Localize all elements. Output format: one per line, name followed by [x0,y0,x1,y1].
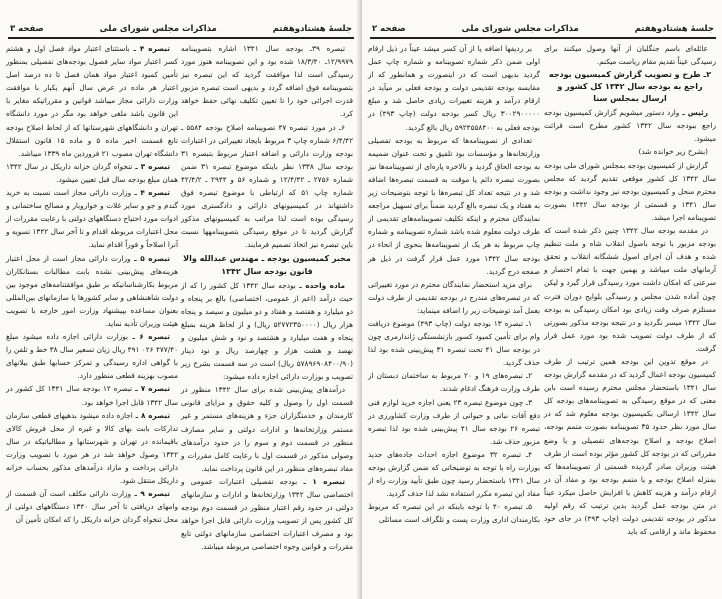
paragraph-text: گزارش از کمیسیون بودجه بمجلس شورای ملی بودجه سال ۱۳۴۲ کل کشور موقعی تقدیم گردید که مجلس محترم منحل و کمیسیون بودجه نیز وجود نداشت و بودجه سال ۱۳۴۱ و قسمتی از بودجه سال ۱۳۴۲ بصورت تصویبنامه اجرا میشد. [544,160,716,222]
paragraph [368,278,540,317]
paragraph [368,396,540,448]
paragraph-text: تبصره ۳۹ـ بودجه سال ۱۳۴۱ اشاره بتصویبنامه ۱۲/۹۹۷۹ـ ۱۸/۳/۴۰ شده بود و این تصویبنامه هنوز مورد رسیدگی است لذا موافقت گردید که این تبصره نیز بتصویبنامه فوق اضافه گردد و بدیهی است تبصره مزبور قدرت اجرائی خود را تا تعیین تکلیف نهائی حفظ خواهد کرد. [181,44,353,119]
paragraph [6,487,178,526]
paragraph [181,383,353,475]
paragraph [181,42,353,121]
paragraph [181,475,353,554]
paragraph-text: بوزارت دارائی اجازه داده میشود مبلغ ۴۷۷/۴۰ ۰۲۶ ۴۹۱ ریال زیان تسعیر سال ۳۸ خط و تلفن را با گواهی اداره رسیدگی و تمرکز حسابها طبق بیلانهای مصوب بهزینه قطعی منظور دارد. [6,332,178,381]
paragraph [6,252,178,331]
paragraph-text: تعدادی از تصویبنامه‌ها که مربوط به بودجه تفصیلی وزارتخانه‌ها و مؤسسات بود تلفیق و تحت عنوان ضمیمه به بودجه الحاق گردید و بالاخره پاره‌ای از تصویبنامه‌ها نیز بصورت تبصره دائم یا موقت به قسمت تبصره‌ها اضافه شد و در نتیجه تعداد کل تبصره‌ها با توجه بتوضیحات زیر به هفتاد و یک تبصره بالغ گردید ضمناً برای تسهیل مراجعه نمایندگان محترم و اینکه تکلیف تصویبنامه‌های تقدیمی از طرف دولت معلوم شده باشد شماره تصویبنامه و شماره چاپ مربوط به هر یک از تصویبنامه‌ها بنحوی از انحاء در بودجه سال ۱۳۴۲ مورد عمل قرار گرفت در ذیل هر صفحه درج گردید. [368,135,540,276]
text-column [6,42,178,526]
paragraph-text: ۴ـ تبصره ۳۲ موضوع اجازه احداث جاده‌های جدید بوزارت راه با توجه به توضیحاتی که ضمن گزارش بودجه سال ۱۳۴۱ باستحضار رسید چون طبق تأیید وزارت راه از مفاد این تبصره مکرر استفاده نشد لذا حذف گردید. [368,449,540,499]
page-number: صفحه ۲ [372,24,406,34]
paragraph-text: ۵ـ تبصره ۴۰ با توجه باینکه در این تبصره که مربوط بکارمندان اداری وزارت پست و تلگراف است مسائلی [368,502,540,525]
page-right [362,0,722,599]
paragraph-text: در موقع تدوین این بودجه همین ترتیب از طرف کمیسیون بودجه اعمال گردید که در مقدمه گزارش بودجه سال ۱۳۴۱ باستحضار مجلس محترم رسیده است باین معنی که در موقع رسیدگی به تصویبنامه‌های بودجه کل سال ۱۳۴۲ ارسالی بکمیسیون بودجه معلوم شد که در سال مورد نظر حدود ۳۵ تصویبنامه بصورت متمم بودجه، اصلاح بودجه و اصلاح بودجه‌های تفصیلی و یا وضع مقرراتی که در بودجه کل کشور مؤثر بوده است از طرف هیئت وزیران صادر گردیده قسمتی از تصویبنامه‌ها که بمنزله اصلاح بودجه و یا متمم بودجه بود و مفاد آن در ارقام درآمد و هزینه کاهش یا افزایش حاصل میکرد عیناً در متن بودجه عمل گردید بدین ترتیب که رقم اولیه مذکور در بودجه تقدیمی دولت (چاپ ۴۹۳) در جای خود محفوظ ماند و ارقامی که باید [544,356,717,537]
paragraph-text: در مقدمه بودجه سال ۱۳۴۲ چنین ذکر شده است که بودجه مزبور با توجه باصول انقلاب شاه و ملت تنظیم شده و هدف آن اجرای اصول ششگانه انقلاب و تحقق آرمانهای ملت میباشد و بهمین جهت با تمام اختصار و سرعتی که امکان داشت مورد رسیدگی قرار گیرد و لیکن چون آماده شدن مجلس و رسیدگی بلوایح دوران فترت مستلزم صرف وقت زیادی بود امکان رسیدگی به بودجه سال ۱۳۴۲ میسر نگردید و در نتیجه بودجه مذکور بصورتی که از طرف دولت تصویب شده بود مورد عمل قرار گرفت. [544,226,716,353]
paragraph [6,382,178,408]
paragraph [181,279,353,384]
paragraph-text: قانون بودجه سال ۱۳۴۲ [221,266,313,276]
paragraph-text: مخبر کمیسیون بودجه ـ مهندس عبدالله والا [183,253,351,263]
paragraph [6,409,178,488]
clause-label: تبصره ۵ ـ [130,253,170,263]
paragraph [6,330,178,382]
paragraph [368,317,540,369]
paragraph [368,42,540,134]
clause-label: رئیس ـ [679,108,708,118]
paragraph-text: درآمدهای پیش‌بینی شده برای سال ۱۳۴۲ منظور در قسمت اول را وصول و کلیه حقوق و مزایای قانونی کارمندان و خدمتگزاران جزء و هزینه‌های مستمر و غیر مستمر وزارتخانه‌ها و ادارات دولتی و سایر مصارف منظور در قسمت دوم و سوم را در حدود درآمدهای وصولی مذکور در قسمت اول با رعایت کامل مقررات و مفاد تبصره‌های منظور در این قانون پرداخت نماید. [181,385,353,473]
paragraph-text: بودجه تفصیلی اعتبارات عمومی و اختصاصی سال ۱۳۴۲ وزارتخانه‌ها و ادارات و سازمانهای دولتی در حدود رقم اعتبار منظور در قسمت دوم بودجه کل کشور پس از تصویب وزارت دارائی قابل اجرا خواهد بود و مصرف اعتبارات اختصاصی سازمانهای دولتی تابع مقررات و قوانین وجوه اختصاصی مربوطه میباشد. [181,476,353,552]
paragraph-text: اجازه داده میشود بدهیهای قطعی سازمان تدارکات بابت بهای کالا و غیره از محل فروش کالای باقیمانده در تهران و شهرستانها و مطالباتیکه در سال ۱۳۴۲ وصول خواهد شد در هر مورد با تصویب وزارت دارائی پرداخت و مازاد درآمدهای مذکور بحساب خزانه داریکل منتقل شود. [6,410,178,486]
clause-label: تبصره ۸ ـ [132,410,170,420]
paragraph-text: باستثنای اعتبار مواد فصل اول و هشتم کسر اعتبار مواد سایر فصول بودجه‌های تفصیلی بمنظور تأمین کمبود اعتبار مواد همان فصل تا ده درصد اصل اعتبار هر ماده در عرض سال آنهم یکبار با موافقت وزارت دارائی مجاز میباشد قوانین و مقرراتیکه مغایر با این قانون باشد ملغی خواهد بود مگر در مورد دانشگاه تهران و دانشگاههای شهرستانها که از لحاظ اصلاح بودجه تابع قسمت اخیر ماده ۵ و ماده ۱۵ قانون استقلال دانشگاه تهران مصوب ۲۱ فروردین ماه ۱۳۳۹ میباشد. [6,44,178,158]
paragraph-text: تنخواه گردان خزانه داریکل در سال ۱۳۴۲ همان مبلغ بودجه سال قبل تعیین میشود. [6,161,178,184]
clause-label: تبصره ۹ ـ [131,489,171,499]
paragraph [544,106,716,145]
paragraph-text: وزارت دارائی مکلف است آن قسمت از وامهای دریافتی تا آخر سال ۱۳۴۰ دستگاههای دولتی از محل تنخواه گردان خزانه داریکل را که امکان تأمین آن [6,489,178,525]
clause-label: تبصره ۴ ـ [129,44,171,53]
paragraph-text: ۲ـ تبصره‌های ۱۹ و ۲۰ مربوط به ساختمان دبستان از طرف وزارت فرهنگ ادغام شدند. [368,371,540,394]
paragraph [368,448,540,500]
clause-label: تبصره ۷ ـ [132,384,171,394]
section-heading [544,69,716,105]
paragraph-text: وزارت دارائی مجاز است از محل اعتبار هزینه‌های پیش‌بینی نشده بابت مطالبات بستانکاران مربوط بکارشناسانیکه بر طبق موافقتنامه‌های موجود بین دولت شاهنشاهی و سایر کشورها یا سازمانهای بین‌المللی بعنوان مساعده بپیشنهاد وزارت امور خارجه با تصویب هیئت وزیران تأدیه نماید. [6,253,178,328]
paragraph-text: ۶ـ در مورد تبصره ۴۷ تصویبنامه اصلاح بودجه ۵۵۸۴ ـ ۶/۴/۴۲ شماره چاپ ۳ مربوط بایجاد تغییراتی در اعتبارات بودجه وزارت دارائی و اضافه اعتبار مربوط بتبصره ۳۱ بودجه سال ۱۳۳۸ نظر باینکه موضوع تبصره ۳۱ ضمن شماره ۲۷۵۶ ـ ۱۲/۴/۴۲ و شماره ۵۶ و ۲۹۴۴ ـ ۴۲/۴/۲ شماره چاپ ۵۱ که ارتباطی با موضوع تبصره فوق داشتهاند در کمیسیونهای دارائی و دادگستری مورد رسیدگی بوده است لذا مراتب به کمیسیونهای مذکور گزارش گردید تا در موقع رسیدگی بتصویبنامهها نسبت باین تبصره نیز اتخاذ تصمیم فرمایند. [181,122,354,250]
session-title: جلسهٔ هشتادوهفتم [634,24,714,34]
paragraph [181,121,353,252]
paragraph [544,355,716,538]
clause-label: تبصره ۳ ـ [132,161,171,171]
paragraph-text: ۱ـ تبصره ۱۳ بودجه دولت (چاپ ۴۹۳) موضوع دریافت وام برای تأمین کمبود کسور بازنشستگی ژاندارمری چون در بودجه سال ۴۱ تحت تبصره ۳۱ پیش‌بینی شده بود لذا حذف گردید. [368,318,540,368]
page-header [10,22,352,36]
paragraph-text: بودجه سال ۱۳۴۲ کل کشور را که از حیث درآمد (اعم از عمومی، اختصاصی) بالغ بر پنجاه و دو میلیارد و هفتصد و هفتاد و دو میلیون و سیصد و پنجاه هزار ریال (۵۲۷۷۲۳۵۰۰۰۰ ریال) و از لحاظ هزینه بمبلغ پنجاه و هفت میلیارد و هشتصد و نود و شش میلیون و نهصد و هشت هزار و چهارصد ریال و نود دینار (۵۷۸۹۶۹۰۸۴۰۰/۹۰ ریال) است در سه قسمت بشرح زیر تصویب و بوزارت دارائی اجازه داده میشود: [181,280,353,382]
paragraph [544,224,716,355]
session-title: جلسهٔ هشتادوهفتم [272,24,352,34]
paragraph [6,186,178,251]
paragraph [544,159,716,224]
header-rule [8,37,354,39]
clause-label: تبصره ۴ ـ [131,188,171,198]
paragraph-text: ۲ـ طرح و تصویب گزارش کمیسیون بودجه راجع به بودجه سال ۱۳۴۲ کل کشور و ارسال بمجلس سنا [548,70,712,104]
paragraph [6,42,178,160]
header-rule [370,37,716,39]
paragraph [368,134,540,278]
paragraph-text: برای مزید استحضار نمایندگان محترم در مورد تغییراتی که در تبصره‌های مندرج در بودجه تقدیمی از طرف دولت بعمل آمد توضیحات زیر را اضافه مینماید: [368,279,540,315]
text-column [368,42,540,526]
paragraph [368,369,540,395]
paragraph-text: عائله‌ای باسم جنگلبان از آنها وصول میکنند برای رسیدگی عیناً تقدیم مقام ریاست میکنم. [544,44,716,67]
page-header [372,22,714,36]
paragraph-text: تبصره ۱۲ بودجه سال ۱۳۴۱ کل کشور در سال ۱۳۴۲ قابل اجرا خواهد بود. [6,384,178,407]
section-heading [181,266,353,278]
paragraph-text: بر ردیفها اضافه یا از آن کسر میشد عیناً در ذیل ارقام اولی ضمن ذکر شماره تصویبنامه و شماره چاپ عمل گردید بدیهی است که در اینصورت و همانطور که از مقایسه بودجه تقدیمی دولت و بودجه فعلی بر میآید در ارقام درآمد و هزینه تغییرات زیادی حاصل شد و مبلغ ۳۰۰۲۹۰۰۰۰۰ ریال کسر بودجه دولت (چاپ ۴۹۳) در بودجه فعلی به ۵۹۲۴۵۵۸۴۰۰ ریال بالغ گردید. [368,44,540,132]
paragraph [544,42,716,68]
text-column [544,42,716,538]
clause-label: تبصره ۶ ـ [128,332,170,342]
page-number: صفحه ۳ [10,24,44,34]
publication-title: مذاکرات مجلس شورای ملی [99,24,217,34]
paragraph-text: (بشرح زیر خوانده شد) [638,147,708,157]
page-left [0,0,360,599]
publication-title: مذاکرات مجلس شورای ملی [461,24,579,34]
paragraph [368,500,540,526]
text-column [181,42,353,553]
paragraph-text: وزارت دارائی مجاز است نسبت به خرید گندم و جو و سایر غلات و خواروبار و مصالح ساختمانی و ادوات مورد احتیاج دستگاههای دولتی با رعایت مقررات از محل اعتبارات مربوطه اقدام و تا آخر سال ۱۳۴۲ تسویه و آنرا اصلاحاً و فوراً اقدام نماید. [6,188,178,250]
paragraph-text: ۳ـ چون موضوع تبصره ۲۳ یعنی اجازه خرید لوازم فنی دفع آفات نباتی و حیوانی از طرف وزارت کشاورزی در تبصره ۲۶ بودجه سال ۴۱ پیش‌بینی شده بود لذا تبصره مزبور حذف شد. [368,397,540,446]
section-heading [181,253,353,265]
paragraph [6,160,178,186]
clause-label: ماده واحده ـ [295,280,345,290]
clause-label: تبصره ۱ ـ [297,476,345,486]
paragraph-text: وارد دستور میشویم گزارش کمیسیون بودجه راجع ببودجه سال ۱۳۴۲ کشور مطرح است قرائت میشود. [544,108,716,144]
paragraph [544,145,716,158]
